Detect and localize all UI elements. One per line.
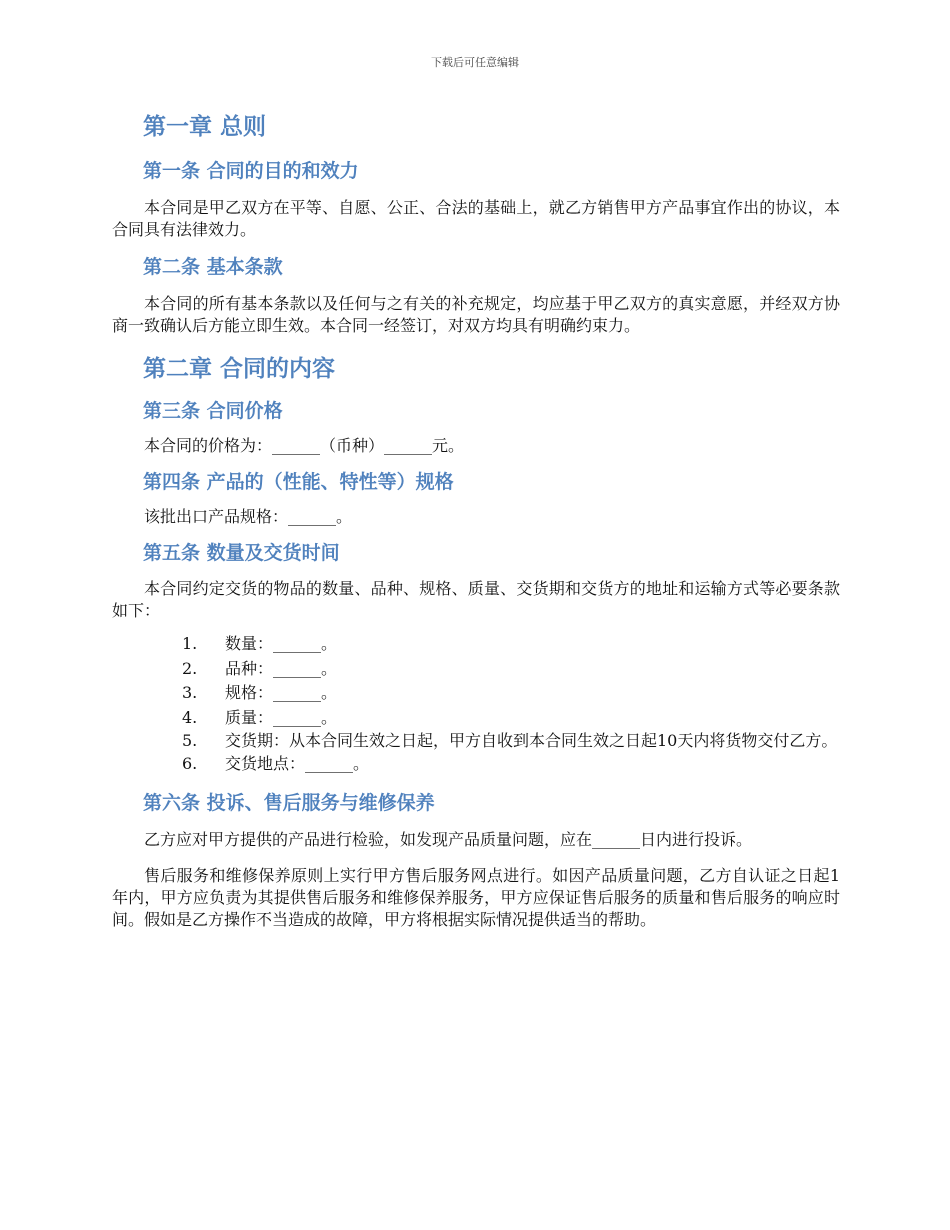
list-item	[112, 706, 840, 731]
article-1-paragraph: 本合同是甲乙双方在平等、自愿、公正、合法的基础上，就乙方销售甲方产品事宜作出的协议，本合同具有法律效力。	[112, 198, 840, 239]
list-item-number: 6.	[182, 754, 198, 773]
list-item-text: 品种：______。	[225, 658, 338, 678]
document-body	[112, 106, 840, 931]
list-item-number: 2.	[182, 658, 198, 678]
chapter-1-title: 第一章 总则	[143, 114, 267, 140]
article-4-title: 第四条 产品的（性能、特性等）规格	[143, 471, 454, 493]
list-item-text: 交货期：从本合同生效之日起，甲方自收到本合同生效之日起10天内将货物交付乙方。	[225, 731, 838, 750]
article-3-paragraph: 本合同的价格为：______（币种）______元。	[144, 436, 465, 455]
page-header: 下载后可任意编辑	[431, 56, 519, 69]
list-item	[112, 657, 840, 682]
article-5-list	[112, 632, 840, 777]
list-item-text: 数量：______。	[225, 634, 338, 653]
chapter-2-title: 第二章 合同的内容	[143, 356, 336, 382]
list-item	[112, 730, 840, 752]
article-6-paragraph-2: 售后服务和维修保养原则上实行甲方售后服务网点进行。如因产品质量问题，乙方自认证之日起1年内，甲方应负责为其提供售后服务和维修保养服务，甲方应保证售后服务的质量和售后服务的响应时间。假如是乙方操作不当造成的故障，甲方将根据实际情况提供适当的帮助。	[112, 865, 840, 929]
article-5-title: 第五条 数量及交货时间	[143, 542, 340, 564]
article-6-title: 第六条 投诉、售后服务与维修保养	[143, 791, 435, 814]
article-6-paragraph-1: 乙方应对甲方提供的产品进行检验，如发现产品质量问题，应在______日内进行投诉。	[144, 829, 753, 849]
list-item-number: 1.	[182, 634, 198, 653]
list-item-text: 质量：______。	[225, 707, 338, 727]
article-2-paragraph: 本合同的所有基本条款以及任何与之有关的补充规定，均应基于甲乙双方的真实意愿，并经双方协商一致确认后方能立即生效。本合同一经签订，对双方均具有明确约束力。	[112, 294, 840, 335]
article-4-paragraph: 该批出口产品规格：______。	[144, 507, 353, 526]
list-item	[112, 752, 840, 777]
list-item	[112, 681, 840, 706]
article-3-title: 第三条 合同价格	[143, 400, 283, 422]
list-item-number: 5.	[182, 731, 198, 750]
article-2-title: 第二条 基本条款	[143, 256, 283, 278]
article-5-paragraph: 本合同约定交货的物品的数量、品种、规格、质量、交货期和交货方的地址和运输方式等必要条款如下：	[112, 579, 840, 620]
list-item-number: 3.	[182, 683, 198, 702]
list-item-text: 交货地点：______。	[225, 754, 370, 773]
list-item-number: 4.	[182, 707, 198, 727]
list-item-text: 规格：______。	[225, 683, 338, 702]
list-item	[112, 632, 840, 657]
article-1-title: 第一条 合同的目的和效力	[143, 160, 359, 182]
